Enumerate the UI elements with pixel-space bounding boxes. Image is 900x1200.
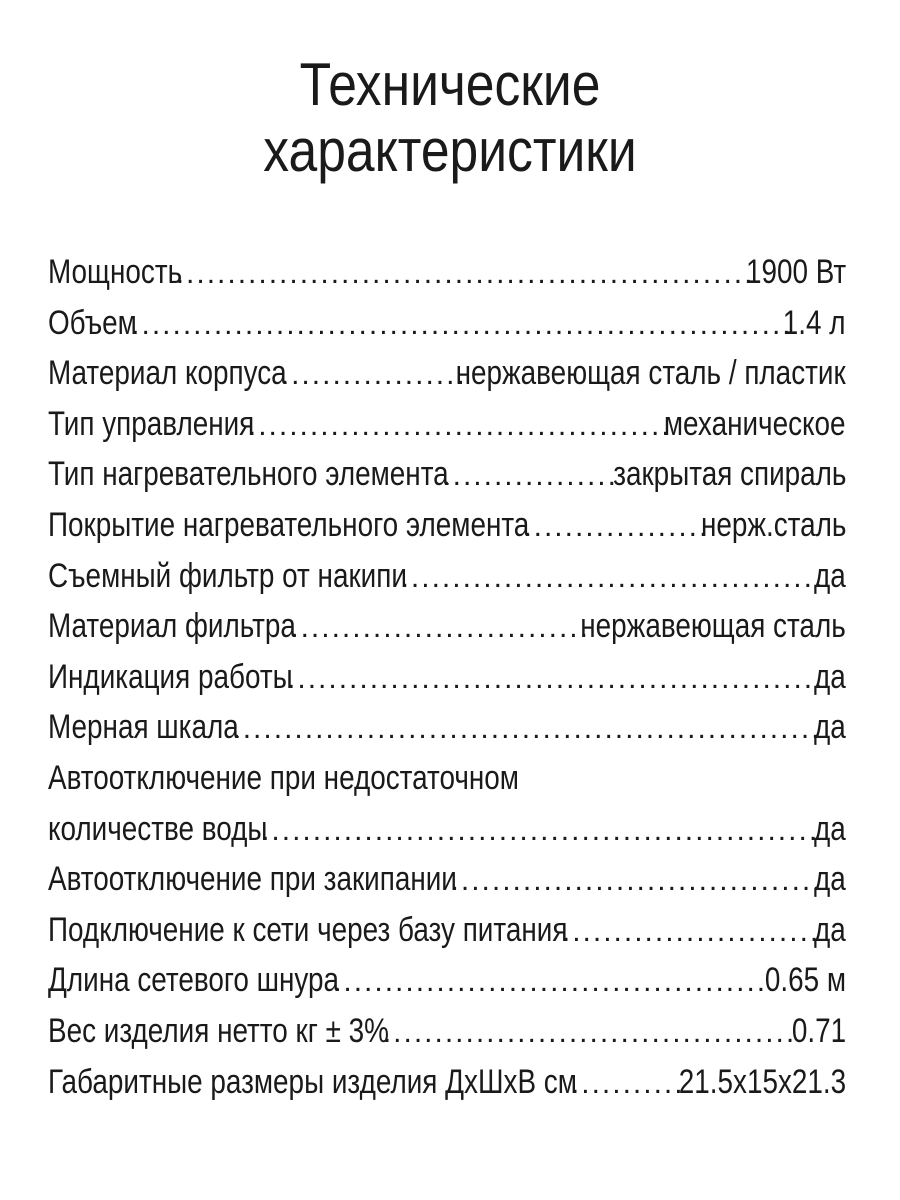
dot-leader — [232, 704, 820, 753]
spec-row-measuring-scale — [48, 702, 846, 753]
spec-row-heating-element-type — [48, 449, 846, 500]
spec-row-volume — [48, 298, 846, 349]
spec-value: нержавеющая сталь — [580, 607, 846, 646]
dot-leader — [176, 249, 752, 298]
spec-row-control-type — [48, 399, 846, 450]
dot-leader — [571, 1059, 685, 1108]
spec-label: Подключение к сети через базу питания — [48, 910, 568, 949]
spec-value: да — [814, 657, 846, 696]
spec-row-auto-off-boil — [48, 854, 846, 905]
dot-leader — [287, 654, 820, 703]
spec-value: да — [814, 708, 846, 747]
spec-value: да — [814, 910, 846, 949]
spec-value: закрытая спираль — [612, 455, 846, 494]
specs-list — [48, 247, 846, 1107]
spec-row-cord-length — [48, 955, 846, 1006]
spec-row-dimensions — [48, 1057, 846, 1108]
dot-leader — [261, 806, 820, 855]
dot-leader — [401, 553, 821, 602]
spec-label: Индикация работы — [48, 657, 293, 696]
spec-label: Вес изделия нетто кг ± 3% — [48, 1011, 389, 1050]
dot-leader — [131, 300, 789, 349]
dot-leader — [383, 1008, 798, 1057]
dot-leader — [451, 856, 821, 905]
spec-row-power — [48, 247, 846, 298]
spec-label: Автоотключение при недостаточном — [48, 758, 519, 797]
spec-row-net-weight — [48, 1006, 846, 1057]
spec-value: да — [814, 809, 846, 848]
spec-row-auto-off-low-water-line2 — [48, 804, 846, 855]
spec-value: да — [814, 556, 846, 595]
spec-row-heating-element-coating — [48, 500, 846, 551]
spec-value: нержавеющая сталь / пластик — [455, 354, 846, 393]
spec-label: Мерная шкала — [48, 708, 239, 747]
spec-row-power-base — [48, 905, 846, 956]
spec-label: Покрытие нагревательного элемента — [48, 505, 530, 544]
spec-value: нерж.сталь — [700, 505, 846, 544]
spec-label: Тип нагревательного элемента — [48, 455, 449, 494]
spec-label: Материал корпуса — [48, 354, 287, 393]
spec-label: Объем — [48, 303, 137, 342]
spec-value: да — [814, 860, 846, 899]
spec-label: количестве воды — [48, 809, 268, 848]
dot-leader — [281, 350, 463, 399]
spec-label: Материал фильтра — [48, 607, 296, 646]
dot-leader — [248, 401, 671, 450]
spec-label: Габаритные размеры изделия ДхШхВ см — [48, 1062, 577, 1101]
dot-leader — [562, 907, 821, 956]
dot-leader — [442, 451, 618, 500]
spec-label: Автоотключение при закипании — [48, 860, 457, 899]
spec-value: 1.4 л — [783, 303, 846, 342]
spec-row-removable-filter — [48, 551, 846, 602]
spec-label: Длина сетевого шнура — [48, 961, 340, 1000]
spec-label: Съемный фильтр от накипи — [48, 556, 407, 595]
title-line-2: характеристики — [263, 117, 637, 184]
title-line-1: Технические — [299, 51, 601, 118]
spec-label: Мощность — [48, 253, 183, 291]
dot-leader — [523, 502, 706, 551]
spec-label: Тип управления — [48, 404, 255, 443]
spec-row-body-material — [48, 348, 846, 399]
spec-value: 0.65 м — [764, 961, 846, 1000]
spec-row-work-indicator — [48, 652, 846, 703]
spec-row-auto-off-low-water-line1 — [48, 753, 846, 804]
spec-row-filter-material — [48, 601, 846, 652]
page-title — [63, 52, 837, 184]
spec-value: 0.71 — [791, 1011, 846, 1050]
dot-leader — [333, 957, 771, 1006]
spec-value: 21.5x15x21.3 — [678, 1062, 846, 1101]
dot-leader — [290, 603, 587, 652]
spec-value: механическое — [664, 404, 846, 443]
spec-value: 1900 Вт — [745, 253, 846, 291]
